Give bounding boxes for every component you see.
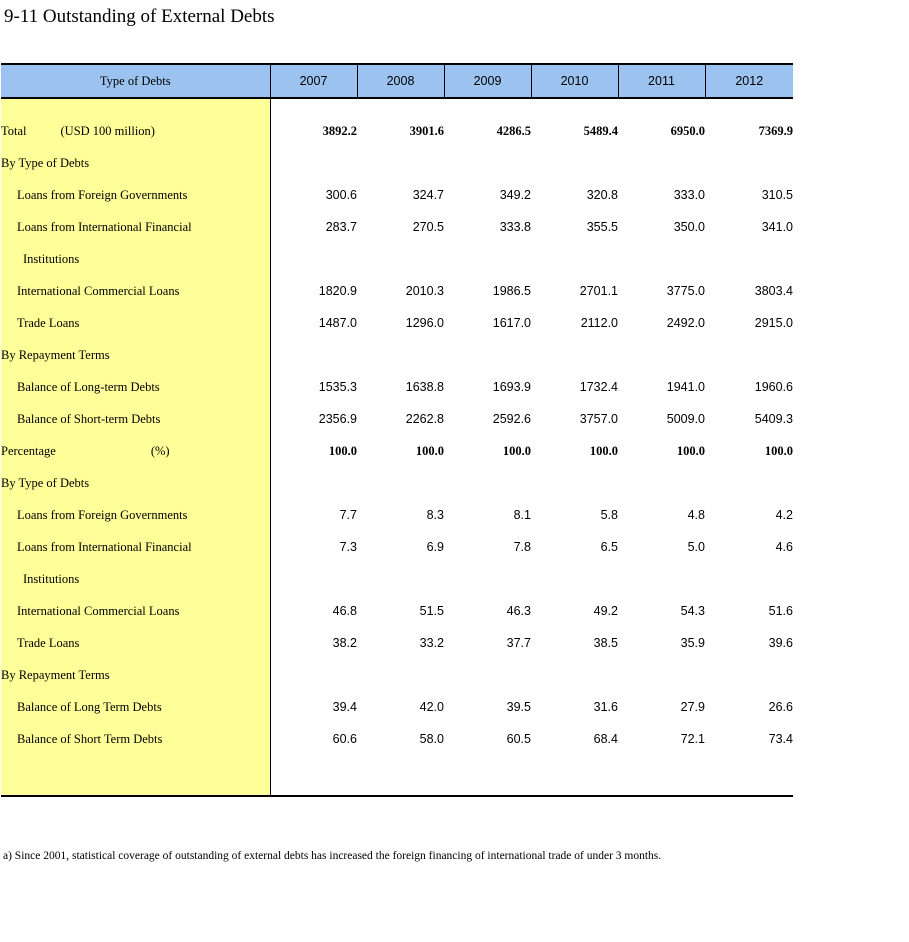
value-cell: 27.9 [680, 700, 705, 714]
value-cell: 320.8 [586, 188, 618, 202]
value-cell: 1960.6 [754, 380, 793, 394]
value-cell [270, 147, 357, 179]
table-row [1, 147, 793, 179]
table-row [1, 467, 793, 499]
table-row [1, 723, 793, 755]
row-label-cell [1, 531, 270, 563]
table-row [1, 243, 793, 275]
value-cell [357, 147, 444, 179]
value-cell: 4.8 [687, 508, 705, 522]
row-label-cell [1, 723, 270, 755]
row-label-cell [1, 275, 270, 307]
value-cell: 100.0 [589, 443, 618, 458]
value-cell: 60.5 [506, 732, 531, 746]
row-unit: (USD 100 million) [60, 123, 155, 138]
value-cell: 39.6 [768, 636, 793, 650]
row-label: Institutions [23, 571, 80, 586]
value-cell: 100.0 [415, 443, 444, 458]
row-unit: (%) [150, 443, 170, 458]
row-label: By Type of Debts [1, 475, 90, 490]
row-label-cell [1, 467, 270, 499]
row-label: Balance of Short Term Debts [17, 731, 163, 746]
table-row [1, 371, 793, 403]
value-cell: 38.2 [332, 636, 357, 650]
value-cell: 2262.8 [405, 412, 444, 426]
value-cell [705, 659, 793, 691]
value-cell: 31.6 [593, 700, 618, 714]
value-cell: 100.0 [676, 443, 705, 458]
value-cell: 4286.5 [496, 123, 531, 138]
table-row [1, 691, 793, 723]
value-cell: 42.0 [419, 700, 444, 714]
table-row [1, 211, 793, 243]
row-label: International Commercial Loans [17, 603, 180, 618]
value-cell: 1535.3 [318, 380, 357, 394]
value-cell: 2915.0 [754, 316, 793, 330]
value-cell: 35.9 [680, 636, 705, 650]
row-label: Loans from Foreign Governments [17, 507, 188, 522]
row-label: By Repayment Terms [1, 347, 110, 362]
value-cell: 7.3 [339, 540, 357, 554]
row-label: Loans from International Financial [17, 219, 192, 234]
year-header: 2011 [618, 64, 705, 98]
value-cell: 283.7 [325, 220, 357, 234]
table-row [1, 403, 793, 435]
value-cell: 39.4 [332, 700, 357, 714]
value-cell [444, 147, 531, 179]
value-cell: 38.5 [593, 636, 618, 650]
row-label: Balance of Long Term Debts [17, 699, 162, 714]
value-cell [357, 467, 444, 499]
value-cell: 7.7 [339, 508, 357, 522]
value-cell [270, 243, 357, 275]
value-cell [705, 467, 793, 499]
row-label-cell [1, 307, 270, 339]
value-cell: 4.6 [775, 540, 793, 554]
value-cell [618, 563, 705, 595]
value-cell: 355.5 [586, 220, 618, 234]
value-cell [531, 467, 618, 499]
value-cell: 310.5 [761, 188, 793, 202]
row-label: International Commercial Loans [17, 283, 180, 298]
value-cell: 8.3 [426, 508, 444, 522]
row-label: By Type of Debts [1, 155, 90, 170]
table-row [1, 115, 793, 147]
value-cell: 341.0 [761, 220, 793, 234]
row-label-cell [1, 499, 270, 531]
value-cell: 1986.5 [492, 284, 531, 298]
table-row [1, 435, 793, 467]
value-cell [270, 467, 357, 499]
value-cell: 72.1 [680, 732, 705, 746]
value-cell: 49.2 [593, 604, 618, 618]
row-label: Loans from Foreign Governments [17, 187, 188, 202]
value-cell: 3757.0 [579, 412, 618, 426]
value-cell: 350.0 [673, 220, 705, 234]
row-label: Percentage [1, 443, 56, 458]
value-cell: 1693.9 [492, 380, 531, 394]
value-cell: 3901.6 [409, 123, 444, 138]
value-cell: 39.5 [506, 700, 531, 714]
value-cell: 51.6 [768, 604, 793, 618]
value-cell: 3892.2 [322, 123, 357, 138]
value-cell [357, 339, 444, 371]
row-label-cell [1, 147, 270, 179]
value-cell [444, 339, 531, 371]
value-cell: 1296.0 [405, 316, 444, 330]
value-cell [531, 243, 618, 275]
row-label-cell [1, 595, 270, 627]
row-label: Trade Loans [17, 635, 80, 650]
table-row [1, 179, 793, 211]
value-cell [705, 147, 793, 179]
row-label-cell [1, 627, 270, 659]
value-cell: 2010.3 [405, 284, 444, 298]
value-cell [531, 659, 618, 691]
value-cell: 6.9 [426, 540, 444, 554]
table-row [1, 499, 793, 531]
value-cell: 46.3 [506, 604, 531, 618]
row-label-cell [1, 115, 270, 147]
row-label-cell [1, 211, 270, 243]
value-cell: 1617.0 [492, 316, 531, 330]
value-cell [705, 339, 793, 371]
spacer-row [1, 755, 793, 796]
value-cell [618, 243, 705, 275]
external-debts-table [1, 63, 793, 797]
value-cell: 100.0 [328, 443, 357, 458]
value-cell: 100.0 [764, 443, 793, 458]
row-label-cell [1, 179, 270, 211]
value-cell [618, 147, 705, 179]
spacer-row [1, 98, 793, 115]
value-cell [270, 659, 357, 691]
value-cell [531, 339, 618, 371]
value-cell: 1941.0 [666, 380, 705, 394]
value-cell [444, 563, 531, 595]
table-row [1, 563, 793, 595]
value-cell [705, 243, 793, 275]
header-row [1, 64, 793, 98]
value-cell: 1638.8 [405, 380, 444, 394]
value-cell: 3775.0 [666, 284, 705, 298]
row-label-cell [1, 659, 270, 691]
value-cell: 2356.9 [318, 412, 357, 426]
value-cell: 300.6 [325, 188, 357, 202]
row-label: Trade Loans [17, 315, 80, 330]
value-cell: 2592.6 [492, 412, 531, 426]
table-row [1, 531, 793, 563]
table-row [1, 307, 793, 339]
row-label-cell [1, 435, 270, 467]
value-cell: 6.5 [600, 540, 618, 554]
value-cell: 6950.0 [670, 123, 705, 138]
value-cell: 51.5 [419, 604, 444, 618]
value-cell [531, 147, 618, 179]
value-cell [270, 339, 357, 371]
row-label: Institutions [23, 251, 80, 266]
value-cell [357, 659, 444, 691]
value-cell: 100.0 [502, 443, 531, 458]
value-cell [357, 243, 444, 275]
value-cell: 1820.9 [318, 284, 357, 298]
value-cell: 1487.0 [318, 316, 357, 330]
row-label: Total [1, 123, 27, 138]
year-header: 2008 [357, 64, 444, 98]
value-cell [618, 659, 705, 691]
value-cell [531, 563, 618, 595]
value-cell [444, 243, 531, 275]
value-cell: 2112.0 [580, 316, 618, 330]
table-row [1, 659, 793, 691]
value-cell: 68.4 [593, 732, 618, 746]
row-label: Balance of Long-term Debts [17, 379, 160, 394]
value-cell [444, 659, 531, 691]
value-cell: 333.0 [673, 188, 705, 202]
row-label: Loans from International Financial [17, 539, 192, 554]
value-cell: 60.6 [332, 732, 357, 746]
value-cell: 37.7 [506, 636, 531, 650]
value-cell: 5409.3 [754, 412, 793, 426]
value-cell: 5009.0 [666, 412, 705, 426]
value-cell: 2701.1 [579, 284, 618, 298]
value-cell: 73.4 [768, 732, 793, 746]
value-cell: 58.0 [419, 732, 444, 746]
value-cell: 5.8 [600, 508, 618, 522]
value-cell [270, 563, 357, 595]
value-cell: 46.8 [332, 604, 357, 618]
page-title: 9-11 Outstanding of External Debts [4, 6, 275, 27]
value-cell [444, 467, 531, 499]
year-header: 2012 [705, 64, 793, 98]
row-label-cell [1, 691, 270, 723]
value-cell: 324.7 [412, 188, 444, 202]
row-label: Balance of Short-term Debts [17, 411, 161, 426]
table-body [1, 98, 793, 796]
value-cell: 4.2 [775, 508, 793, 522]
value-cell: 270.5 [412, 220, 444, 234]
value-cell: 8.1 [513, 508, 531, 522]
row-label-cell [1, 371, 270, 403]
value-cell: 2492.0 [666, 316, 705, 330]
value-cell: 7.8 [513, 540, 531, 554]
year-header: 2007 [270, 64, 357, 98]
row-label-cell [1, 243, 270, 275]
value-cell: 5.0 [687, 540, 705, 554]
value-cell [357, 563, 444, 595]
value-cell: 1732.4 [579, 380, 618, 394]
value-cell: 54.3 [680, 604, 705, 618]
row-label-cell [1, 563, 270, 595]
value-cell [618, 339, 705, 371]
year-header: 2009 [444, 64, 531, 98]
value-cell: 26.6 [768, 700, 793, 714]
row-label: By Repayment Terms [1, 667, 110, 682]
row-label-cell [1, 339, 270, 371]
value-cell: 7369.9 [758, 123, 793, 138]
value-cell: 333.8 [499, 220, 531, 234]
value-cell: 5489.4 [583, 123, 618, 138]
value-cell [705, 563, 793, 595]
value-cell: 33.2 [419, 636, 444, 650]
value-cell: 3803.4 [754, 284, 793, 298]
table-row [1, 627, 793, 659]
table-row [1, 275, 793, 307]
type-of-debts-header: Type of Debts [1, 64, 270, 98]
value-cell [618, 467, 705, 499]
value-cell: 349.2 [499, 188, 531, 202]
table-row [1, 595, 793, 627]
table-row [1, 339, 793, 371]
row-label-cell [1, 403, 270, 435]
year-header: 2010 [531, 64, 618, 98]
footnote: a) Since 2001, statistical coverage of outstanding of external debts has increased the foreign financing of international trade of under 3 months. [3, 850, 662, 862]
